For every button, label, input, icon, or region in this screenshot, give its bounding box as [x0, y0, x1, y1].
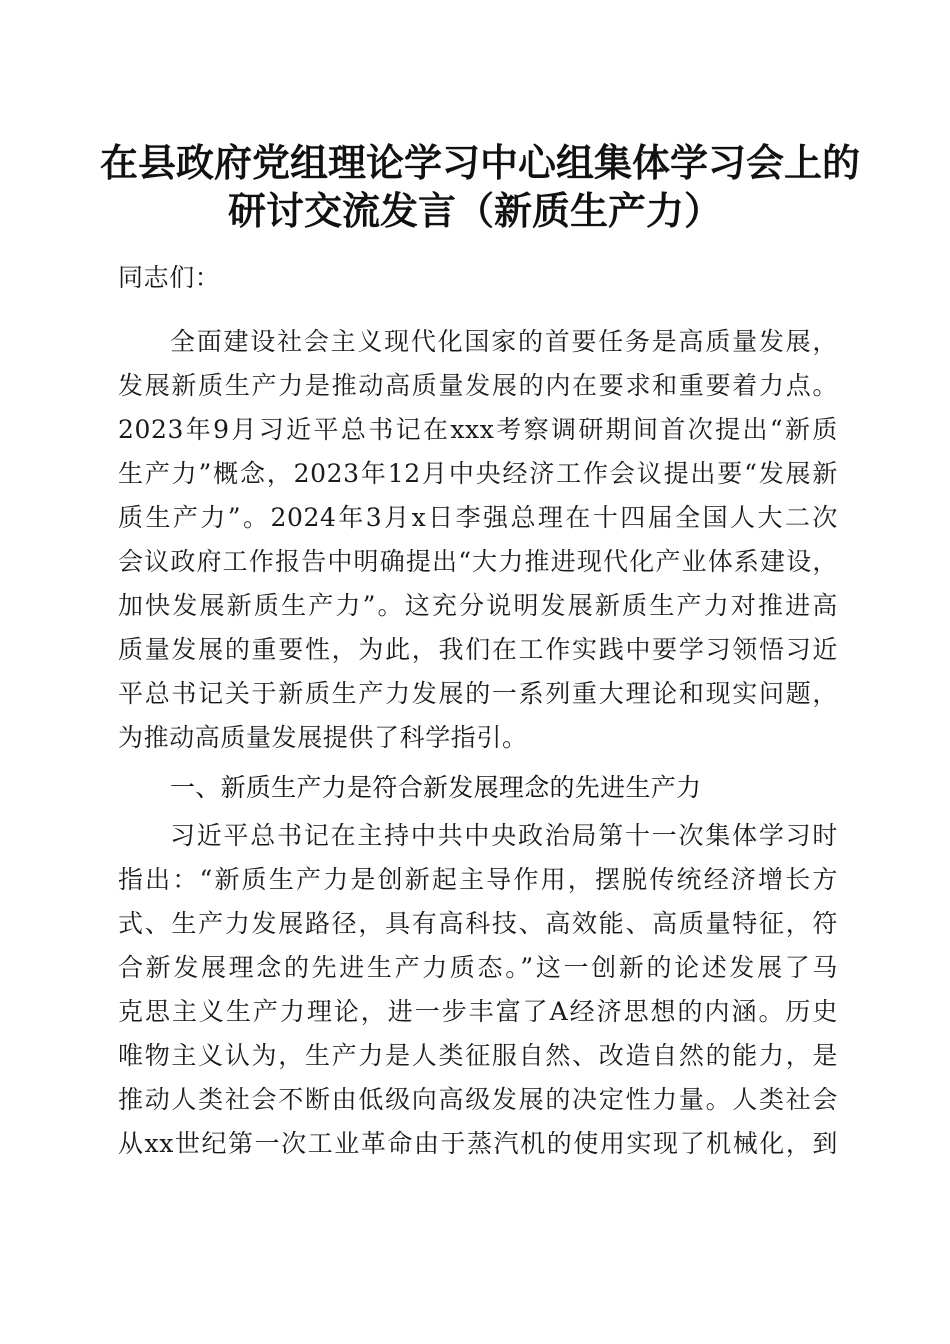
paragraph-1-line: 为推动高质量发展提供了科学指引。 — [118, 723, 528, 752]
paragraph-2-line: 克思主义生产力理论，进一步丰富了A经济思想的内涵。历史 — [118, 997, 838, 1026]
paragraph-1-line: 质量发展的重要性，为此，我们在工作实践中要学习领悟习近 — [118, 635, 838, 664]
paragraph-1-line: 2023年9月习近平总书记在xxx考察调研期间首次提出“新质 — [118, 415, 838, 444]
paragraph-1-line: 全面建设社会主义现代化国家的首要任务是高质量发展， — [170, 327, 838, 356]
document-title-line-1: 在县政府党组理论学习中心组集体学习会上的 — [100, 140, 861, 185]
document-title-line-2: 研讨交流发言（新质生产力） — [227, 188, 722, 233]
paragraph-2-line: 推动人类社会不断由低级向高级发展的决定性力量。人类社会 — [118, 1085, 838, 1114]
paragraph-2-line: 唯物主义认为，生产力是人类征服自然、改造自然的能力，是 — [118, 1041, 838, 1070]
paragraph-2-line: 从xx世纪第一次工业革命由于蒸汽机的使用实现了机械化，到 — [118, 1129, 838, 1158]
paragraph-2-line: 指出：“新质生产力是创新起主导作用，摆脱传统经济增长方 — [118, 865, 838, 894]
paragraph-1-line: 会议政府工作报告中明确提出“大力推进现代化产业体系建设， — [118, 547, 838, 576]
paragraph-2-line: 合新发展理念的先进生产力质态。”这一创新的论述发展了马 — [118, 953, 838, 982]
paragraph-1-line: 发展新质生产力是推动高质量发展的内在要求和重要着力点。 — [118, 371, 838, 400]
section-heading-1: 一、新质生产力是符合新发展理念的先进生产力 — [170, 773, 702, 802]
paragraph-1-line: 加快发展新质生产力”。这充分说明发展新质生产力对推进高 — [118, 591, 838, 620]
paragraph-2-line: 习近平总书记在主持中共中央政治局第十一次集体学习时 — [170, 821, 838, 850]
paragraph-1-line: 质生产力”。2024年3月x日李强总理在十四届全国人大二次 — [118, 503, 838, 532]
salutation: 同志们： — [118, 263, 221, 292]
paragraph-1-line: 平总书记关于新质生产力发展的一系列重大理论和现实问题， — [118, 679, 838, 708]
paragraph-2-line: 式、生产力发展路径，具有高科技、高效能、高质量特征，符 — [118, 909, 838, 938]
paragraph-1-line: 生产力”概念，2023年12月中央经济工作会议提出要“发展新 — [118, 459, 838, 488]
